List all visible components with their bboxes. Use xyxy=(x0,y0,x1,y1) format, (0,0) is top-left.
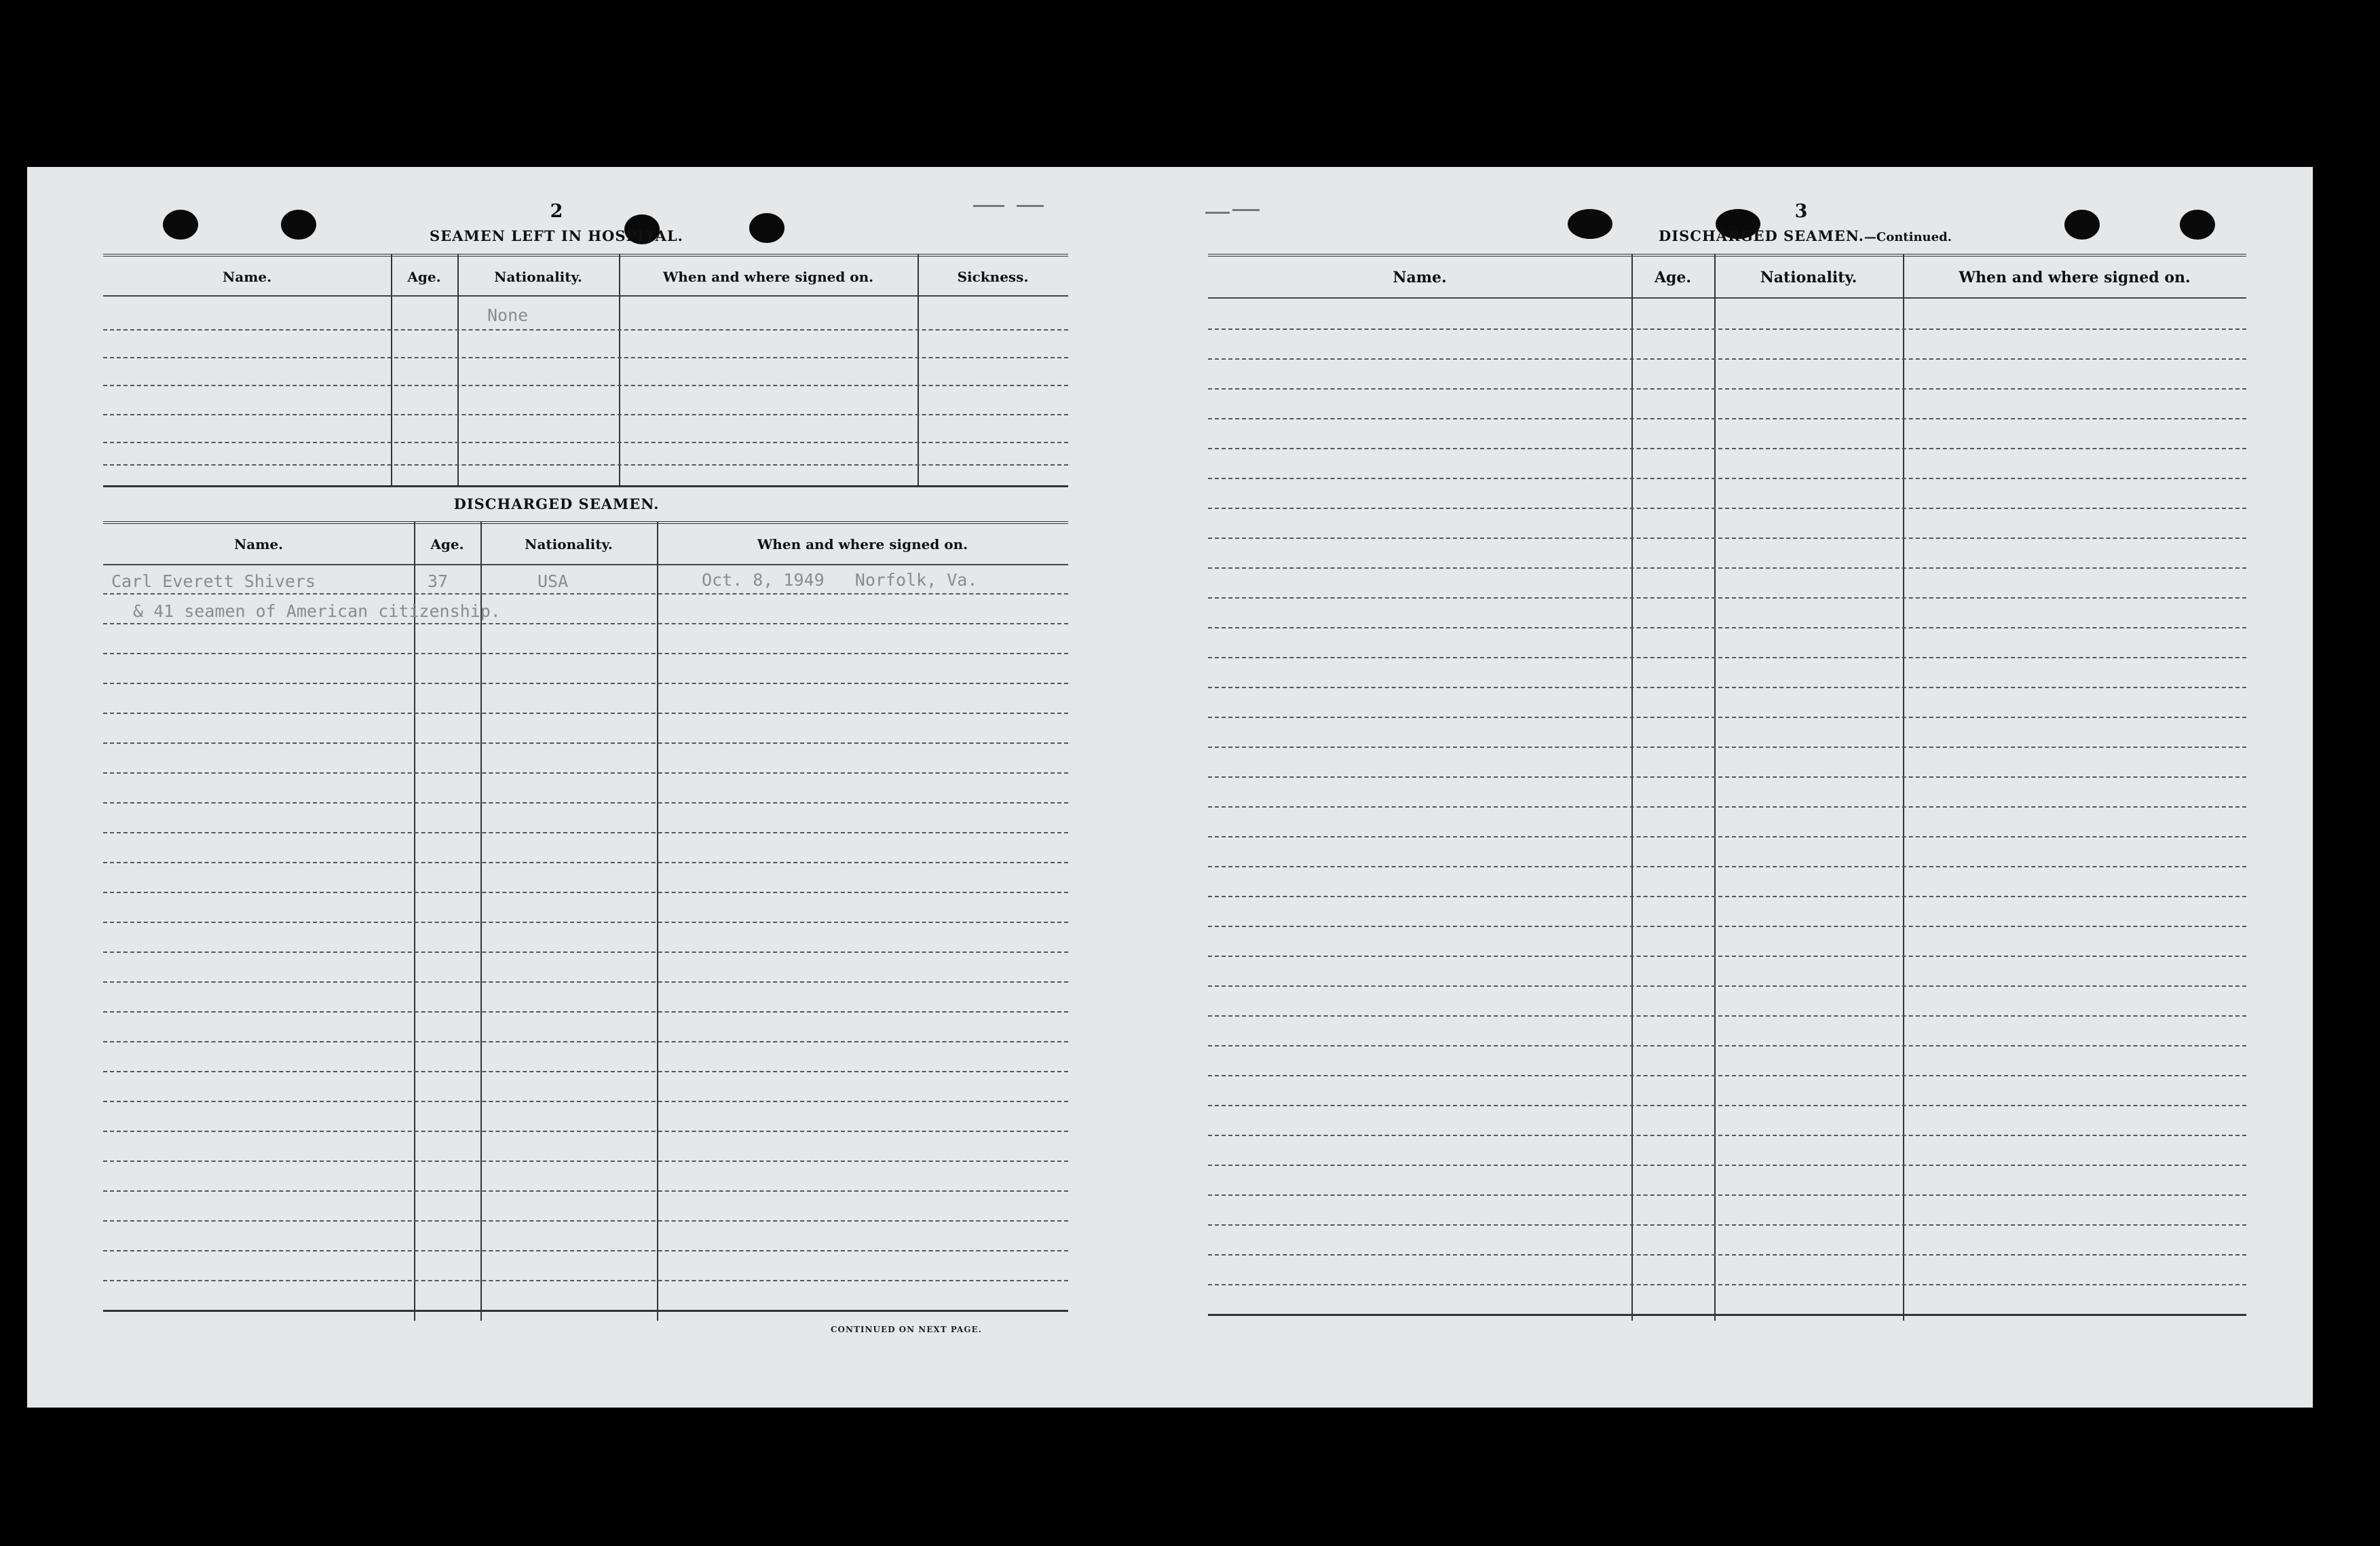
column-header-age: Age. xyxy=(407,269,441,285)
seaman-age: 37 xyxy=(428,571,449,591)
column-header-name: Name. xyxy=(1393,269,1447,286)
discharged-continued-table xyxy=(1208,254,2246,1321)
seaman-nationality: USA xyxy=(537,571,569,591)
discharged-table xyxy=(103,521,1068,1321)
column-header-nationality: Nationality. xyxy=(494,269,582,285)
stray-mark xyxy=(1232,209,1260,211)
stray-mark xyxy=(1205,212,1230,214)
punch-hole xyxy=(749,213,785,243)
continued-footer: CONTINUED ON NEXT PAGE. xyxy=(831,1325,982,1334)
discharged-section-title: DISCHARGED SEAMEN. xyxy=(453,495,660,512)
right-page-title xyxy=(1615,227,1995,244)
punch-hole xyxy=(2180,210,2215,240)
column-header-age: Age. xyxy=(1654,269,1692,286)
column-header-name: Name. xyxy=(233,536,284,552)
right-page-title-suffix: —Continued. xyxy=(1864,230,1952,244)
punch-hole xyxy=(2064,210,2100,240)
punch-hole xyxy=(163,210,198,240)
column-header-signed-on: When and where signed on. xyxy=(662,269,874,285)
page-number-left: 2 xyxy=(550,201,563,222)
column-header-sickness: Sickness. xyxy=(957,269,1029,285)
punch-hole xyxy=(281,210,316,240)
ledger-sheet xyxy=(27,167,2313,1408)
page-number-right: 3 xyxy=(1794,201,1808,222)
punch-hole xyxy=(1568,209,1612,239)
seaman-signed-on: Oct. 8, 1949 Norfolk, Va. xyxy=(702,570,978,590)
stray-mark xyxy=(973,205,1004,207)
column-header-name: Name. xyxy=(222,269,272,285)
column-header-nationality: Nationality. xyxy=(525,536,613,552)
column-header-age: Age. xyxy=(430,536,464,552)
column-header-signed-on: When and where signed on. xyxy=(1959,269,2191,286)
seaman-name: Carl Everett Shivers xyxy=(111,571,316,591)
right-page-title-text: DISCHARGED SEAMEN. xyxy=(1659,227,1864,244)
hospital-entry: None xyxy=(487,305,529,325)
hospital-section-title: SEAMEN LEFT IN HOSPITAL. xyxy=(430,227,683,244)
stray-mark xyxy=(1017,205,1044,207)
citizenship-note: & 41 seamen of American citizenship. xyxy=(133,601,501,621)
column-header-nationality: Nationality. xyxy=(1760,269,1857,286)
hospital-table xyxy=(103,254,1068,487)
column-header-signed-on: When and where signed on. xyxy=(757,536,968,552)
